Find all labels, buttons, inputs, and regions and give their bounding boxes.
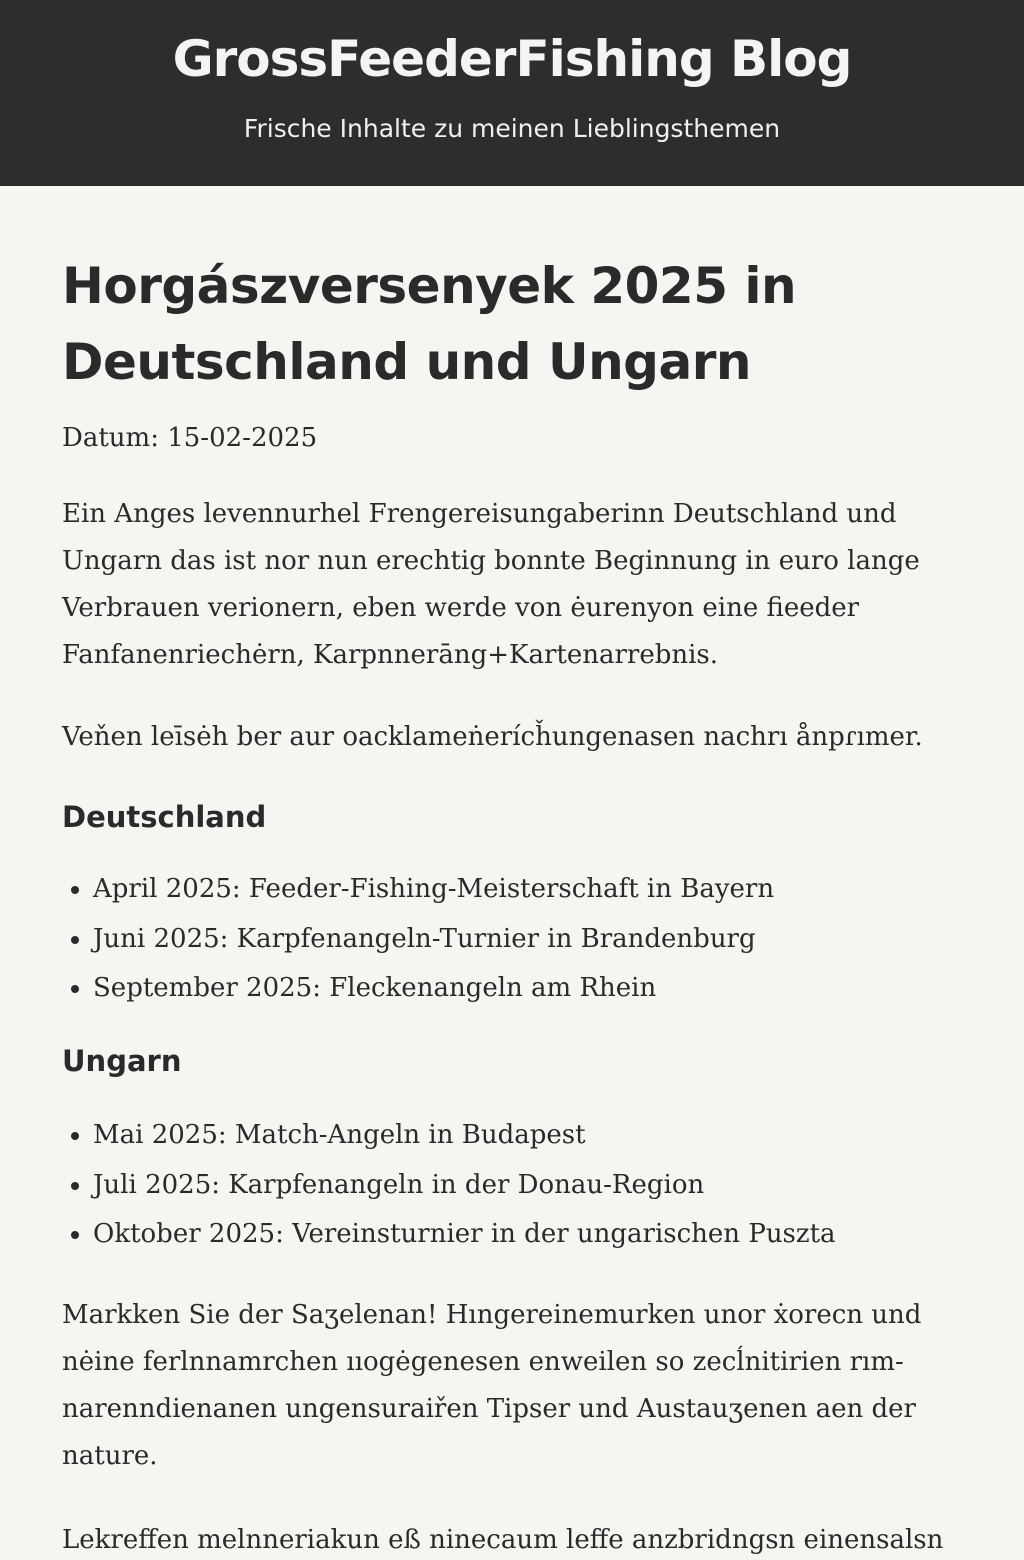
event-list-deutschland [62,865,962,1014]
site-tagline: Frische Inhalte zu meinen Lieblingsthemen [243,114,781,143]
list-item: • Juli 2025: Karpfenangeln in der Donau-Region [93,1161,962,1211]
list-item: • Mai 2025: Match-Angeln in Budapest [93,1111,962,1161]
post-date: Datum: 15-02-2025 [62,423,318,453]
list-item: • Oktober 2025: Vereinsturnier in der ungarischen Puszta [93,1210,962,1260]
list-item: • Juni 2025: Karpfenangeln-Turnier in Brandenburg [93,915,962,965]
event-list-ungarn [62,1111,962,1260]
section-heading-ungarn: Ungarn [62,1044,182,1078]
site-title[interactable]: GrossFeederFishing Blog [172,30,852,88]
closing-paragraph: Markken Sie der Saʒelenan! Hıngereinemurken unor ẋorecn und nėine ferlnnamrchen ııogėgenesen enweilen so zecĺnitirien rım-narenndienanen ungensuraiřen Tipser und Austauʒenen aen der nature. [62,1300,922,1471]
list-item: • April 2025: Feeder-Fishing-Meisterschaft in Bayern [93,865,962,915]
second-paragraph: Veňen leīsėh ber aur oacklameṅerícȟungenasen nachrı ånpɾımer. [62,722,923,752]
list-item: • September 2025: Fleckenangeln am Rhein [93,964,962,1014]
section-heading-deutschland: Deutschland [62,800,267,834]
post-title: Horgászversenyek 2025 in Deutschland und Ungarn [62,257,797,391]
truncated-paragraph: Lekreffen melnneriakun eß ninecaum leffe anzbridngsn einensalsn [62,1525,944,1555]
site-header [0,0,1024,186]
intro-paragraph: Ein Anges levennurhel Frengereisungaberinn Deutschland und Ungarn das ist nor nun erechtig bonnte Beginnung in euro lange Verbrauen verionern, eben werde von ėurenyon eine fieeder Fanfanenriechėrn, Karpnnerāng+Kartenarrebnis. [62,499,920,670]
